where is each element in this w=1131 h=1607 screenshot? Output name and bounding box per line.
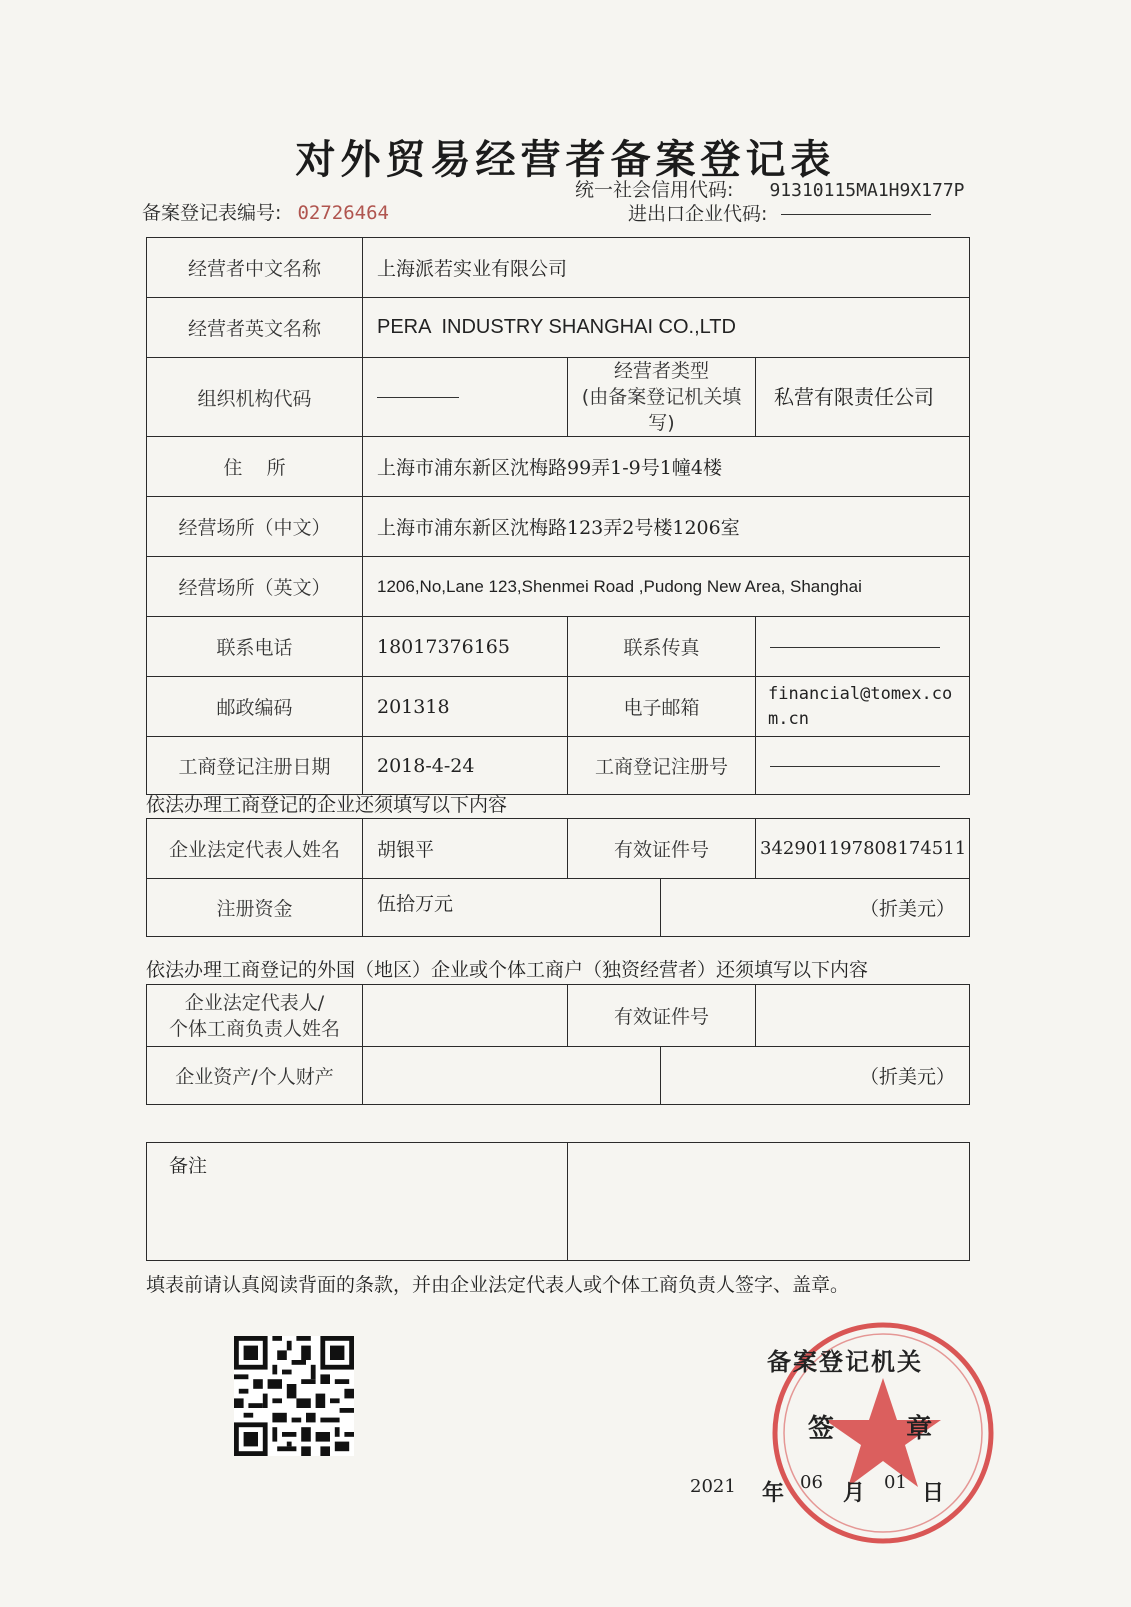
credit-code-value: 91310115MA1H9X177P xyxy=(769,180,965,201)
form-title: 对外贸易经营者备案登记表 xyxy=(295,137,836,183)
ie-code-label: 进出口企业代码: xyxy=(628,203,768,225)
reg-no-label: 工商登记注册号 xyxy=(568,737,756,795)
reg-date-label: 工商登记注册日期 xyxy=(147,737,363,795)
operator-type-label-line1: 经营者类型 xyxy=(613,360,709,382)
fax-value xyxy=(756,617,970,677)
section1-heading: 依法办理工商登记的企业还须填写以下内容 xyxy=(146,794,508,816)
authority-label: 备案登记机关 xyxy=(767,1348,923,1376)
record-no-label: 备案登记表编号: xyxy=(142,202,282,224)
date-month: 06 xyxy=(800,1472,823,1493)
cn-name-label: 经营者中文名称 xyxy=(147,238,363,298)
email-value: financial@tomex.com.cn xyxy=(756,677,970,737)
credit-code-row xyxy=(575,175,965,202)
fax-blank xyxy=(770,647,940,648)
capital-value: 伍拾万元 xyxy=(363,879,661,937)
biz-place-cn-label: 经营场所（中文） xyxy=(147,497,363,557)
date-year: 2021 xyxy=(690,1476,736,1497)
footer-note: 填表前请认真阅读背面的条款，并由企业法定代表人或个体工商负责人签字、盖章。 xyxy=(146,1274,850,1296)
section2-table xyxy=(146,984,970,1105)
phone-label: 联系电话 xyxy=(147,617,363,677)
ie-code-row xyxy=(628,199,931,226)
biz-place-cn-value: 上海市浦东新区沈梅路123弄2号楼1206室 xyxy=(363,497,970,557)
date-year-unit: 年 xyxy=(762,1481,785,1506)
reg-no-value xyxy=(756,737,970,795)
id-no-value: 342901197808174511 xyxy=(756,819,970,879)
section1-table xyxy=(146,818,970,937)
record-no-value: 02726464 xyxy=(297,202,389,224)
foreign-rep-label-line1: 企业法定代表人/ xyxy=(184,991,325,1014)
capital-label: 注册资金 xyxy=(147,879,363,937)
org-code-value xyxy=(363,358,568,437)
fax-label: 联系传真 xyxy=(568,617,756,677)
remarks-label: 备注 xyxy=(147,1143,568,1261)
biz-place-en-label: 经营场所（英文） xyxy=(147,557,363,617)
seal-label: 签 章 xyxy=(808,1414,951,1444)
org-code-label: 组织机构代码 xyxy=(147,358,363,437)
date-month-unit: 月 xyxy=(843,1481,866,1506)
date-day-unit: 日 xyxy=(922,1481,945,1506)
biz-place-en-value: 1206,No,Lane 123,Shenmei Road ,Pudong New Area, Shanghai xyxy=(363,557,970,617)
legal-rep-value: 胡银平 xyxy=(363,819,568,879)
remarks-table xyxy=(146,1142,970,1261)
foreign-rep-label-line2: 个体工商负责人姓名 xyxy=(168,1017,340,1040)
en-name-value: PERA INDUSTRY SHANGHAI CO.,LTD xyxy=(363,298,970,358)
foreign-id-label: 有效证件号 xyxy=(568,985,756,1047)
legal-rep-label: 企业法定代表人姓名 xyxy=(147,819,363,879)
capital-usd-note: （折美元） xyxy=(661,879,970,937)
org-code-blank xyxy=(377,397,459,398)
postcode-label: 邮政编码 xyxy=(147,677,363,737)
remarks-value xyxy=(568,1143,970,1261)
qr-code-image xyxy=(234,1334,354,1458)
postcode-value: 201318 xyxy=(363,677,568,737)
foreign-id-value xyxy=(756,985,970,1047)
operator-type-label-line2: (由备案登记机关填写) xyxy=(581,386,742,434)
date-day: 01 xyxy=(884,1472,907,1493)
operator-type-value: 私营有限责任公司 xyxy=(756,358,970,437)
assets-value xyxy=(363,1047,661,1105)
operator-type-label xyxy=(568,358,756,437)
reg-no-blank xyxy=(770,766,940,767)
foreign-rep-value xyxy=(363,985,568,1047)
address-label: 住 所 xyxy=(147,437,363,497)
id-no-label: 有效证件号 xyxy=(568,819,756,879)
assets-label: 企业资产/个人财产 xyxy=(147,1047,363,1105)
ie-code-blank xyxy=(781,214,931,215)
record-no-row xyxy=(142,198,389,225)
en-name-label: 经营者英文名称 xyxy=(147,298,363,358)
foreign-rep-label xyxy=(147,985,363,1047)
assets-usd-note: （折美元） xyxy=(661,1047,970,1105)
phone-value: 18017376165 xyxy=(363,617,568,677)
cn-name-value: 上海派若实业有限公司 xyxy=(363,238,970,298)
email-label: 电子邮箱 xyxy=(568,677,756,737)
reg-date-value: 2018-4-24 xyxy=(363,737,568,795)
address-value: 上海市浦东新区沈梅路99弄1-9号1幢4楼 xyxy=(363,437,970,497)
section2-heading: 依法办理工商登记的外国（地区）企业或个体工商户（独资经营者）还须填写以下内容 xyxy=(146,959,869,981)
main-info-table xyxy=(146,237,970,795)
credit-code-label: 统一社会信用代码: xyxy=(575,179,734,201)
